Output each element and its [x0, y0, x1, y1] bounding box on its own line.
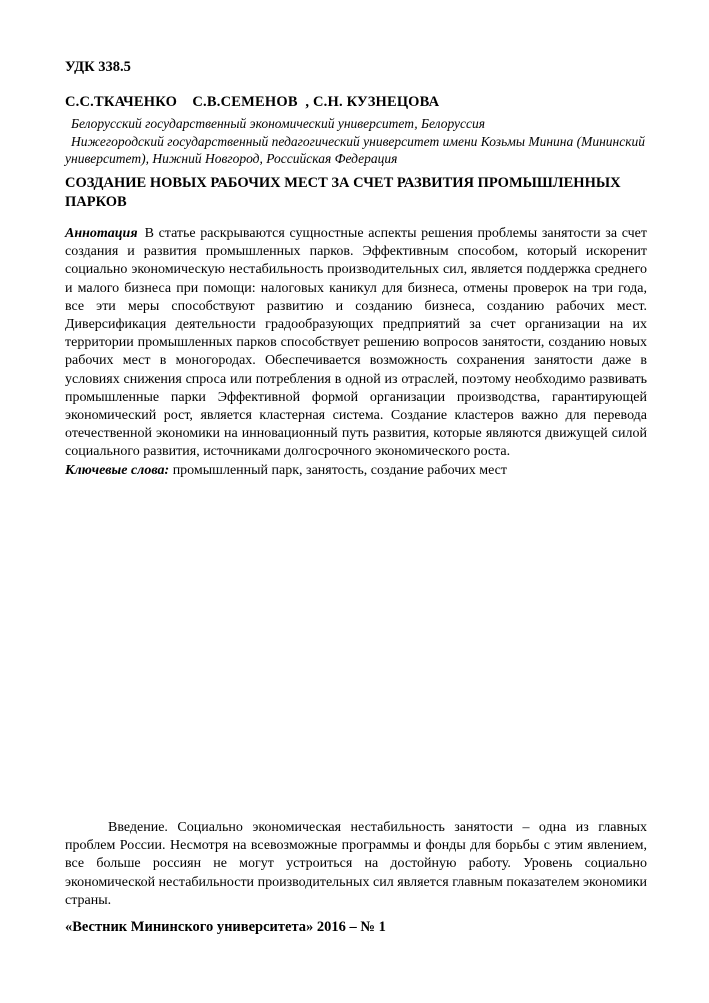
keywords-line — [65, 462, 647, 480]
article-title: СОЗДАНИЕ НОВЫХ РАБОЧИХ МЕСТ ЗА СЧЕТ РАЗВИТИЯ ПРОМЫШЛЕННЫХ ПАРКОВ — [65, 175, 621, 210]
authors-line: С.С.ТКАЧЕНКО С.В.СЕМЕНОВ , С.Н. КУЗНЕЦОВА — [65, 94, 440, 110]
abstract-section — [65, 225, 647, 480]
keywords-label: Ключевые слова: — [65, 462, 170, 478]
affiliation-line: Белорусский государственный экономический университет, Белоруссия — [71, 116, 486, 131]
affiliations — [65, 115, 647, 168]
abstract-label: Аннотация — [65, 226, 138, 241]
introduction-paragraph: Введение. Социально экономическая нестабильность занятости – одна из главных проблем России. Несмотря на всевозможные программы и фонды для борьбы с этим явлением, все больше россиян не могут устроиться на достойную работу. Уровень социально экономической нестабильности производительных сил является главным показателем экономики страны. — [65, 820, 647, 908]
udc-number: УДК 338.5 — [65, 59, 131, 75]
introduction-section — [65, 819, 647, 910]
abstract-text: В статье раскрываются сущностные аспекты решения проблемы занятости за счет создания и развития промышленных парков. Эффективным способом, который искоренит социально экономическую нестабильность производительных сил, является поддержка среднего и малого бизнеса при помощи: налоговых каникул для бизнеса, отмены проверок на три года, все эти меры способствуют развитию и созданию бизнеса, созданию рабочих мест. Диверсификация деятельности градообразующих предприятий за счет организации на их территории промышленных парков способствует решению вопросов занятости, созданию новых рабочих мест в моногородах. Обеспечивается возможность сохранения занятости даже в условиях снижения спроса или потребления в одной из отраслей, поэтому необходимо развивать промышленные парки Эффективной формой организации производства, гарантирующей экономический рост, является кластерная система. Создание кластеров важно для перевода отечественной экономики на инновационный путь развития, которые являются движущей силой социального развития, источниками долгосрочного экономического роста. — [65, 226, 647, 460]
affiliation-line: Нижегородский государственный педагогический университет имени Козьмы Минина (Мининский университет), Нижний Новгород, Российская Федерация — [65, 133, 646, 166]
keywords-text: промышленный парк, занятость, создание рабочих мест — [172, 462, 508, 478]
journal-footer: «Вестник Мининского университета» 2016 – № 1 — [65, 919, 386, 935]
abstract-paragraph — [65, 225, 647, 462]
